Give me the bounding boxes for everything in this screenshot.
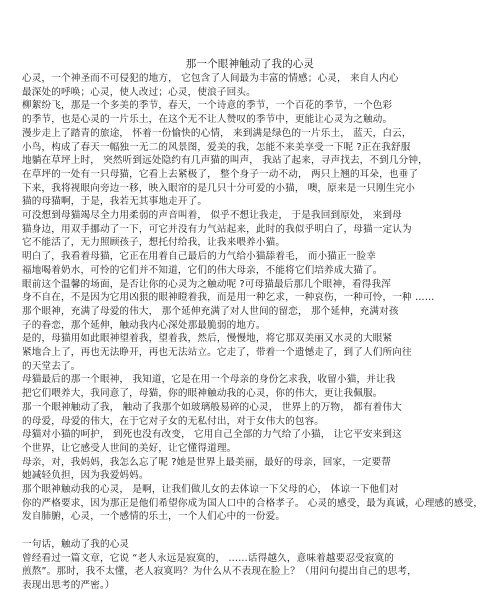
- article-line: 一句话，触动了我的心灵: [22, 538, 130, 550]
- article-line: 表现出思考的严密。）: [22, 579, 115, 591]
- article-line: 下来，我将视眼向旁边一移，映入眼帘的是几只十分可爱的小猫， 噢，原来是一只刚生完小: [22, 182, 415, 194]
- article-line: 你的严格要求，因为那正是他们希望你成为国人口中的合格孝子。 心灵的感受，最为真诚，心理感的感受，: [22, 497, 484, 509]
- article-line: 可没想到母猫竭尽全力用柔弱的声音叫着， 似乎不想让我走， 于是我回到原处， 来到母: [22, 210, 402, 221]
- article-line: 眼前这个温馨的场面，是否让你的心灵为之触动呢 ?可母猫最后那几个眼神，看得我浑: [22, 278, 391, 290]
- article-line: 把它们喂养大，我同意了，母猫，你的眼神触动我的心灵，你的伟大，更让我佩服。: [22, 388, 383, 400]
- article-line: 是的，母猫用如此眼神望着我，望着我，然后，慢慢地，将它那双美丽又水灵的大眼紧: [22, 333, 393, 345]
- article-line: 在草坪的一处有一只母猫，它看上去紧极了， 整个身子一动不动， 两只上翘的耳朵，也垂了: [22, 168, 419, 180]
- article-line: 个世界，让它感受人世间的美好，让它懂得道理。: [22, 442, 237, 454]
- article-line: 的天堂去了。: [22, 360, 81, 372]
- article-line: 猫的母猫啊，于是，我若无其事地走开了。: [22, 196, 208, 208]
- article-line: 她减轻负担，因为我爱妈妈。: [22, 470, 149, 482]
- article-line: 最深处的呼唤；心灵，使人改过；心灵，使浪子回头。: [22, 86, 256, 98]
- article-line: 煎熬”。那时，我不太懂，老人寂寞吗？为什么从不表现在脸上？（用问句提出自己的思考，: [22, 566, 417, 578]
- article-line: 母亲，对，我妈妈，我怎么忘了呢 ?她是世界上最美丽，最好的母亲，回家，一定要帮: [22, 456, 391, 468]
- article-line: 子的眷恋，那个延伸，触动我内心深处那最脆弱的地方。: [22, 319, 266, 331]
- article-line: 发自肺腑，心灵，一个感情的乐土，一个人们心中的一份爱。: [22, 511, 286, 523]
- article-line: 猫身边，用双手挪动了一下，可它并没有力气站起来，此时的我似乎明白了，母猫一定认为: [22, 223, 412, 235]
- article-line: 母猫最后的那一个眼神， 我知道，它是在用一个母亲的身份乞求我，收留小猫，并让我: [22, 374, 396, 386]
- article-line: 那个眼神触动我的心灵， 是啊，让我们做儿女的去体谅一下父母的心， 体谅一下他们对: [22, 484, 399, 495]
- article-line: 漫步走上了踏青的旅途， 怀着一份愉快的心情， 来到满是绿色的一片乐土， 蓝天，白云，: [22, 127, 412, 139]
- article-line: 柳絮纷飞，那是一个多美的季节，春天，一个诗意的季节，一个百花的季节，一个色彩: [22, 100, 393, 112]
- article-line: 曾经看过一篇文章，它说 “老人永远是寂寞的， ……话得越久，意味着越要忍受寂寞的: [22, 552, 395, 564]
- article-line: 小鸟，构成了春天一幅独一无二的风景图，爱美的我，怎能不来美享受一下呢 ?正在我舒服: [22, 141, 411, 153]
- article-title: 那一个眼神触动了我的心灵: [185, 58, 315, 70]
- article-line: 母猫对小猫的呵护， 到死也没有改变， 它用自己全部的力气给了小猫， 让它平安来到这: [22, 429, 402, 441]
- article-line: 明白了，我看着母猫，它正在用着自己最后的力气给小猫舔着毛， 而小猫正一脸幸: [22, 251, 376, 263]
- article-line: 那个眼神，充满了母爱的伟大， 那个延伸充满了对人世间的留恋， 那个延伸，充满对孩: [22, 305, 399, 317]
- article-line: 福地喝着奶水，可怜的它们并不知道，它们的伟大母亲，不能将它们培养成大猫了。: [22, 264, 383, 276]
- article-line: 身不自在，不是因为它用凶狠的眼神瞪着我，而是用一种乞求，一种哀伤，一种可怜，一种 ……: [22, 292, 435, 304]
- article-line: 地躺在草坪上时， 突然听到远处隐约有几声猫的叫声， 我站了起来，寻声找去，不到几分钟，: [22, 155, 428, 167]
- article-line: 它不能活了，无力照顾孩子，想托付给我，让我来喂养小猫。: [22, 237, 286, 249]
- article-line: 的母爱，母爱的伟大，在于它对子女的无私付出，对于女伟大的包容。: [22, 415, 325, 427]
- article-line: 的季节，也是心灵的一片乐土，在这个无不让人赞叹的季节中，更能让心灵为之触动。: [22, 114, 393, 126]
- article-line: 那一个眼神触动了我， 触动了我那个如玻璃般易碎的心灵， 世界上的万物， 都有着伟大: [22, 401, 402, 413]
- article-line: 心灵，一个神圣而不可侵犯的地方， 它包含了人间最为丰富的情感；心灵， 来自人内心: [22, 73, 399, 84]
- article-line: 紧地合上了，再也无法睁开，再也无法站立。它走了，带着一个遗憾走了，到了人们所向往: [22, 347, 412, 358]
